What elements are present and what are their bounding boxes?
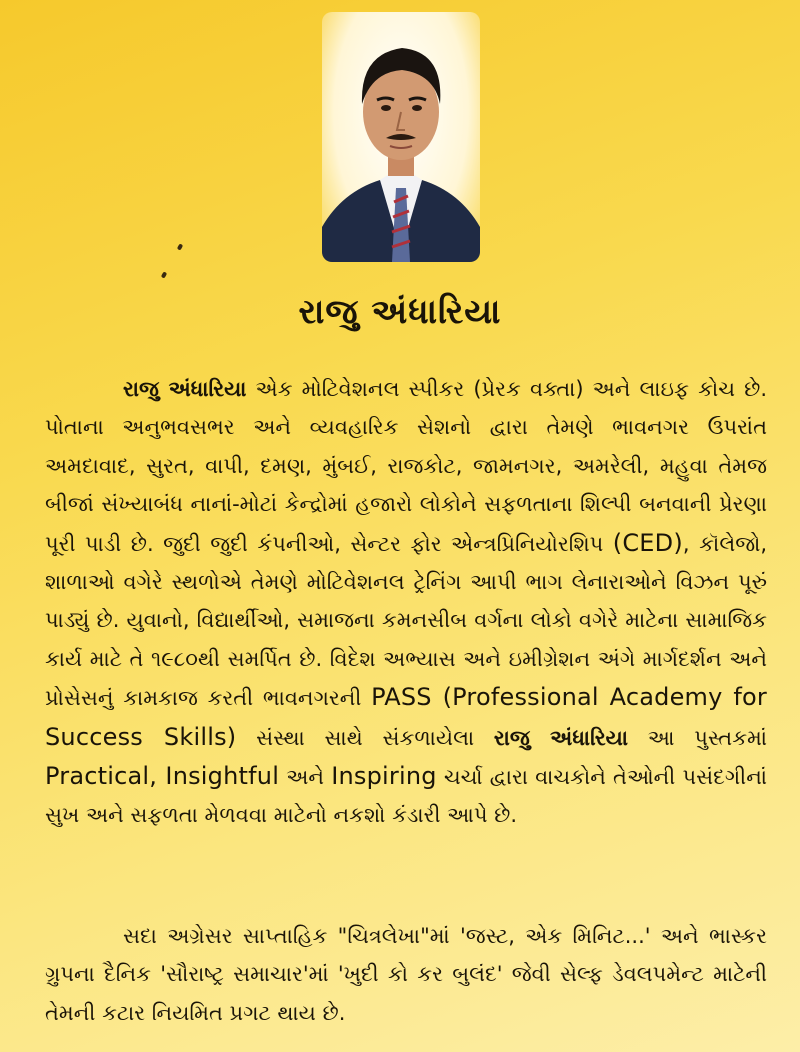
author-bio-paragraph (45, 370, 767, 835)
bio-ced: (CED) (612, 528, 683, 557)
bio-text-2: , કૉલેજો, શાળાઓ વગેરે સ્થળોએ તેમણે મોટિવેશનલ ટ્રેનિંગ આપી ભાગ લેનારાઓને વિઝન પૂરું પાડ્યું છે. યુવાનો, વિદ્યાર્થીઓ, સમાજના કમનસીબ વર્ગના લોકો વગેરે માટેના સામાજિક કાર્ય માટે તે ૧૯૮૦થી સમર્પિત છે. વિદેશ અભ્યાસ અને ઇમીગ્રેશન અંગે માર્ગદર્શન અને પ્રોસેસનું કામકાજ કરતી ભાવનગરની (45, 531, 767, 711)
bio-practical-insightful: Practical, Insightful (45, 762, 280, 791)
author-photo (322, 12, 480, 262)
columns-text: સદા અગ્રેસર સાપ્તાહિક "ચિત્રલેખા"માં 'જસ્ટ, એક મિનિટ...' અને ભાસ્કર ગ્રુપના દૈનિક 'સૌરાષ્ટ્ર સમાચાર'માં 'ખુદી કો કર બુલંદ' જેવી સેલ્ફ ડેવલપમેન્ટ માટેની તેમની કટાર નિયમિત પ્રગટ થાય છે. (45, 924, 767, 1025)
bio-text-1: એક મોટિવેશનલ સ્પીકર (પ્રેરક વક્તા) અને લાઇફ કોચ છે. પોતાના અનુભવસભર અને વ્યવહારિક સેશનો દ્વારા તેમણે ભાવનગર ઉપરાંત અમદાવાદ, સુરત, વાપી, દમણ, મુંબઈ, રાજકોટ, જામનગર, અમરેલી, મહુવા તેમજ બીજાં સંખ્યાબંધ નાનાં-મોટાં કેન્દ્રોમાં હજારો લોકોને સફળતાના શિલ્પી બનવાની પ્રેરણા પૂરી પાડી છે. જુદી જુદી કંપનીઓ, સેન્ટર ફોર એન્ત્રપ્રિનિયોરશિપ (45, 377, 767, 556)
bio-author-name: રાજુ અંધારિયા (123, 377, 247, 401)
bio-text-3: સંસ્થા સાથે સંકળાયેલા (236, 725, 494, 750)
bio-text-6: ચર્ચા દ્વારા વાચકોને તેઓની પસંદગીનાં સુખ અને સફળતા મેળવવા માટેનો નકશો કંડારી આપે છે. (45, 765, 767, 828)
bio-text-5: અને (279, 765, 332, 790)
print-speck (161, 271, 167, 278)
bio-inspiring: Inspiring (331, 762, 437, 791)
bio-pass: PASS (Professional Academy for Success Skills) (45, 683, 767, 751)
print-speck (177, 243, 183, 250)
author-name-heading: રાજુ અંધારિયા (298, 292, 502, 332)
bio-author-name-2: રાજુ અંધારિયા (493, 725, 629, 750)
columns-paragraph (45, 917, 767, 1032)
bio-text-4: આ પુસ્તકમાં (628, 725, 768, 750)
